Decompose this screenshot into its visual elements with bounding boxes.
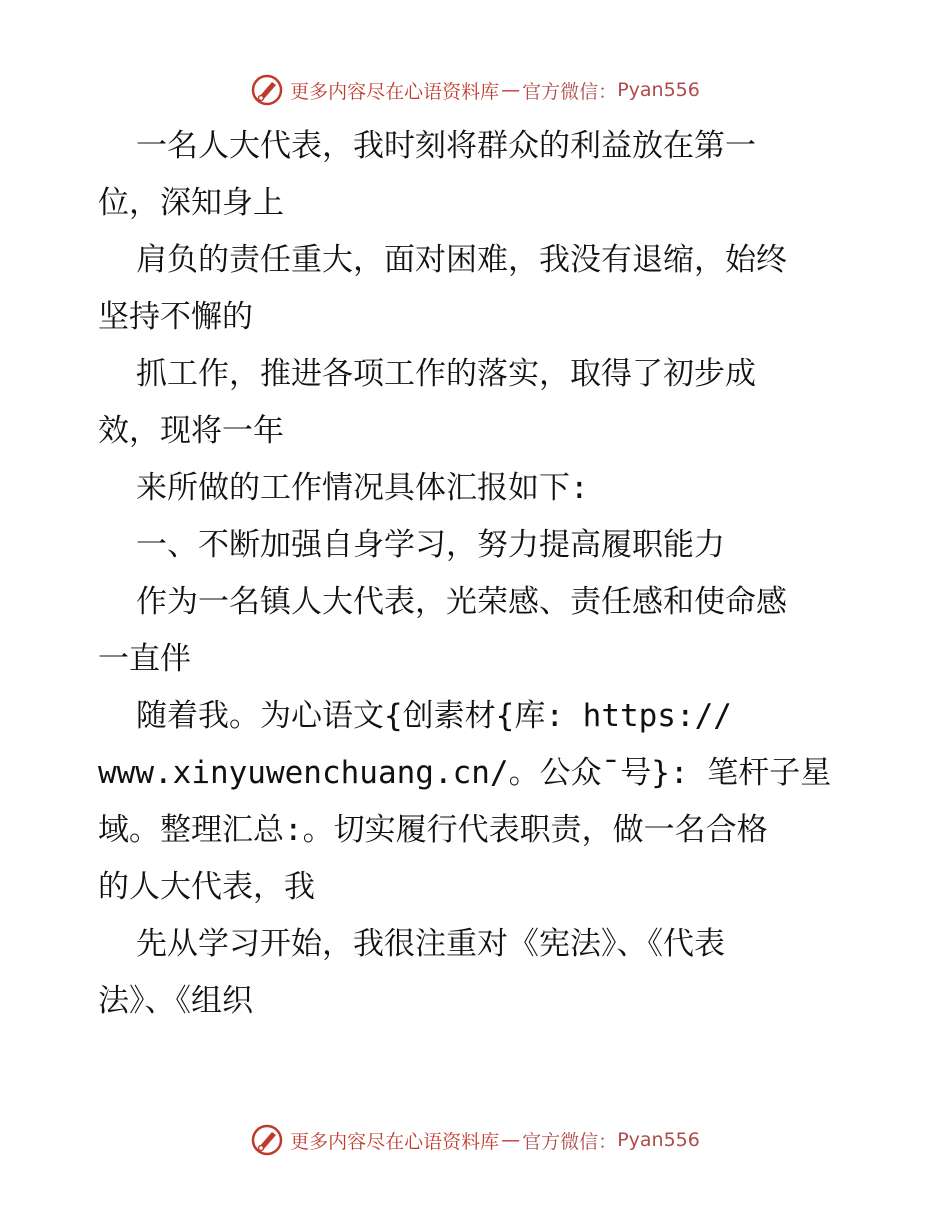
footer-banner-separator: —	[501, 1129, 521, 1151]
body-line: 一名人大代表，我时刻将群众的利益放在第一	[136, 128, 756, 164]
body-line: 一、不断加强自身学习，努力提高履职能力	[136, 527, 725, 563]
body-line: 位，深知身上	[98, 185, 284, 221]
body-line: 域。整理汇总:。切实履行代表职责，做一名合格	[98, 812, 768, 848]
header-banner-separator: —	[501, 79, 521, 101]
header-banner	[0, 70, 950, 110]
body-line: 法》、《组织	[98, 983, 253, 1019]
body-line: 先从学习开始，我很注重对《宪法》、《代表	[136, 926, 725, 962]
body-line: 抓工作，推进各项工作的落实，取得了初步成	[136, 356, 756, 392]
body-line: www.xinyuwenchuang.cn/。公众¯号}: 笔杆子星	[98, 755, 832, 791]
footer-wechat-label: 官方微信：	[522, 1130, 618, 1153]
body-line: 一直伴	[98, 641, 191, 677]
footer-banner	[0, 1120, 950, 1160]
footer-banner-text: 更多内容尽在心语资料库	[290, 1130, 500, 1153]
footer-wechat-id: Pyan556	[617, 1129, 700, 1151]
body-line: 的人大代表，我	[98, 869, 315, 905]
body-line: 坚持不懈的	[98, 299, 253, 335]
header-banner-text: 更多内容尽在心语资料库	[290, 80, 500, 103]
body-line: 效，现将一年	[98, 413, 284, 449]
header-wechat-label: 官方微信：	[522, 80, 618, 103]
body-line: 随着我。为心语文{创素材{库: https://	[136, 698, 732, 734]
body-line: 来所做的工作情况具体汇报如下:	[136, 470, 589, 506]
document-body	[98, 118, 858, 1030]
seal-pen-logo-icon	[250, 1123, 284, 1157]
header-wechat-id: Pyan556	[617, 79, 700, 101]
body-line: 肩负的责任重大，面对困难，我没有退缩，始终	[136, 242, 787, 278]
seal-pen-logo-icon	[250, 73, 284, 107]
body-line: 作为一名镇人大代表，光荣感、责任感和使命感	[136, 584, 787, 620]
